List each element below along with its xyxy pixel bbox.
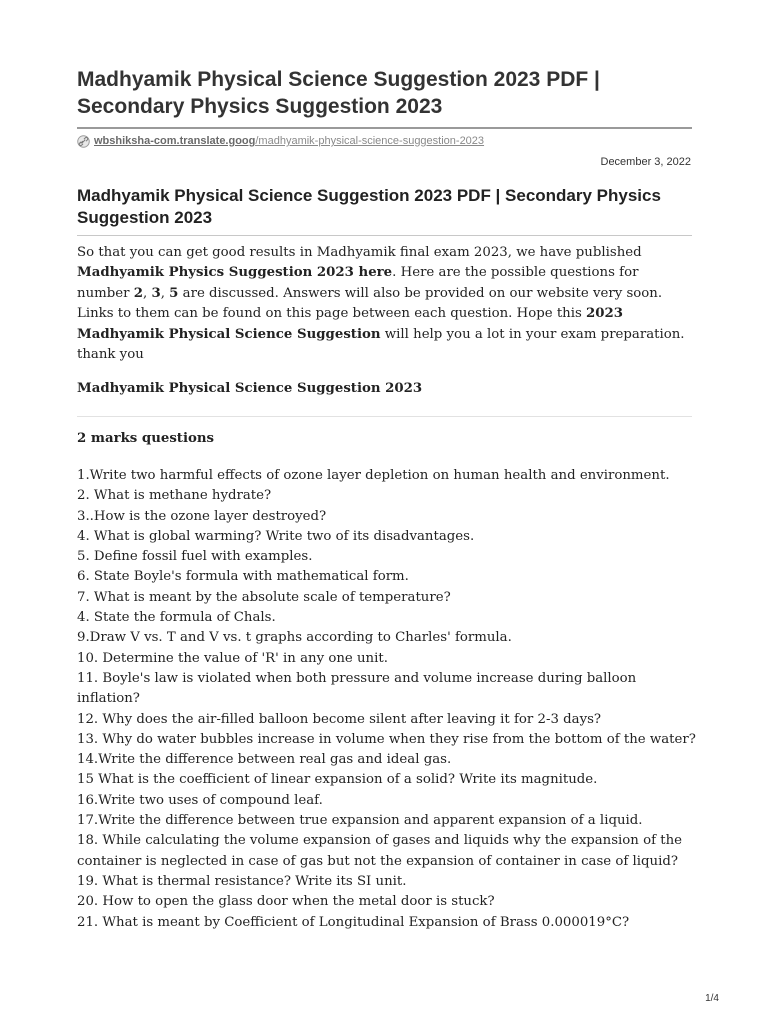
- question-item: 6. State Boyle's formula with mathematical form.: [77, 569, 409, 585]
- section-subheading: Madhyamik Physical Science Suggestion 2023: [77, 381, 423, 396]
- article-title-divider: [77, 235, 692, 236]
- source-url[interactable]: [77, 133, 484, 149]
- question-item: 14.Write the difference between real gas and ideal gas.: [77, 752, 452, 768]
- publish-date: December 3, 2022: [600, 156, 691, 168]
- intro-text: are discussed. Answers will also be provided on our website very soon. Links to them can be found on this page between each question. Hope this: [77, 285, 663, 322]
- question-item: 10. Determine the value of 'R' in any one unit.: [77, 650, 388, 666]
- question-item: 9.Draw V vs. T and V vs. t graphs according to Charles' formula.: [77, 630, 512, 646]
- question-item: 19. What is thermal resistance? Write its SI unit.: [77, 873, 407, 889]
- intro-bold: Madhyamik Physics Suggestion 2023 here: [77, 265, 393, 281]
- title-divider: [77, 127, 692, 129]
- question-item: 3..How is the ozone layer destroyed?: [77, 508, 327, 524]
- marks-heading: 2 marks questions: [77, 431, 215, 446]
- question-item: 2. What is methane hydrate?: [77, 488, 272, 504]
- question-item: 4. State the formula of Chals.: [77, 610, 276, 626]
- question-item: 13. Why do water bubbles increase in volume when they rise from the bottom of the water?: [77, 731, 696, 747]
- intro-text: will help you a lot in your exam preparation. thank you: [77, 326, 685, 363]
- article-title: Madhyamik Physical Science Suggestion 2023 PDF | Secondary Physics Suggestion 2023: [77, 186, 661, 227]
- intro-text: ,: [142, 285, 152, 301]
- intro-text: . Here are the possible questions for number: [77, 265, 639, 301]
- question-item: 18. While calculating the volume expansion of gases and liquids why the expansion of the container is neglected in case of gas but not the expansion of container in case of liquid?: [77, 833, 683, 869]
- link-icon: [77, 135, 90, 148]
- source-path[interactable]: /madhyamik-physical-science-suggestion-2023: [255, 135, 485, 147]
- question-item: 20. How to open the glass door when the metal door is stuck?: [77, 894, 495, 910]
- question-item: 11. Boyle's law is violated when both pressure and volume increase during balloon inflation?: [77, 670, 637, 707]
- intro-bold: 3: [151, 285, 161, 301]
- question-item: 4. What is global warming? Write two of its disadvantages.: [77, 528, 475, 544]
- question-item: 15 What is the coefficient of linear expansion of a solid? Write its magnitude.: [77, 772, 598, 788]
- intro-paragraph: [77, 243, 692, 365]
- question-item: 7. What is meant by the absolute scale of temperature?: [77, 589, 451, 605]
- document-title: Madhyamik Physical Science Suggestion 2023 PDF | Secondary Physics Suggestion 2023: [77, 68, 600, 118]
- section-divider: [77, 416, 692, 417]
- question-item: 17.Write the difference between true expansion and apparent expansion of a liquid.: [77, 813, 643, 829]
- intro-bold: 5: [169, 285, 179, 301]
- source-domain[interactable]: wbshiksha-com.translate.goog: [94, 135, 256, 147]
- page-number: 1/4: [705, 993, 719, 1004]
- question-list: [77, 466, 697, 933]
- question-item: 1.Write two harmful effects of ozone layer depletion on human health and environment.: [77, 468, 670, 483]
- question-item: 16.Write two uses of compound leaf.: [77, 792, 323, 808]
- intro-text: So that you can get good results in Madhyamik final exam 2023, we have published: [77, 245, 642, 260]
- intro-bold: 2023 Madhyamik Physical Science Suggestion: [77, 306, 624, 342]
- intro-bold: 2: [133, 285, 143, 301]
- question-item: 21. What is meant by Coefficient of Longitudinal Expansion of Brass 0.000019°C?: [77, 914, 630, 930]
- question-item: 12. Why does the air-filled balloon become silent after leaving it for 2-3 days?: [77, 711, 602, 727]
- question-item: 5. Define fossil fuel with examples.: [77, 549, 313, 565]
- intro-text: ,: [160, 285, 170, 301]
